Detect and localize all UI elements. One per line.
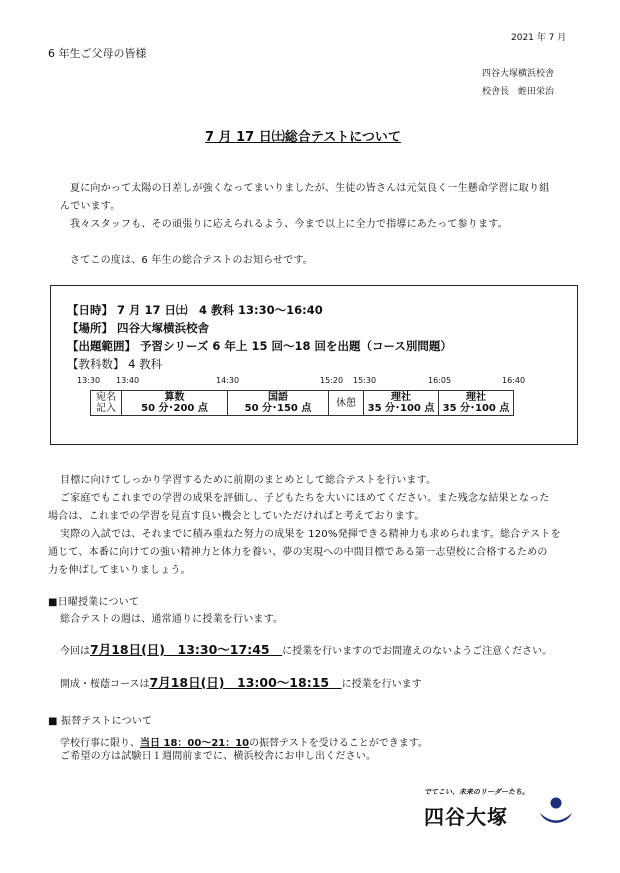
sunday-line-2: 今回は7月18日(日) 13:30～17:45 に授業を行いますのでお間違えのないようご注意ください。 xyxy=(60,642,553,657)
intro-line-3: 我々スタッフも、その頑張りに応えられるよう、今まで以上に全力で指導にあたって参ります。 xyxy=(70,219,508,230)
time-tick: 15:30 xyxy=(353,376,377,385)
time-tick: 15:20 xyxy=(320,376,344,385)
info-place: 【場所】 四谷大塚横浜校舎 xyxy=(67,321,210,335)
kaisei-ouin-date-time: 7月18日(日) 13:00～18:15 xyxy=(149,675,342,690)
makeup-line-1: 学校行事に限り、当日 18：00～21：10の振替テストを受けることができます。 xyxy=(60,738,428,749)
time-tick: 16:05 xyxy=(428,376,452,385)
sunday-line-1: 総合テストの週は、通常通りに授業を行います。 xyxy=(60,614,284,625)
intro-line-2: んでいます。 xyxy=(60,201,121,212)
info-range: 【出題範囲】 予習シリーズ 6 年上 15 回～18 回を出題（コース別問題） xyxy=(67,339,452,353)
sunday-date-time: 7月18日(日) 13:30～17:45 xyxy=(90,642,283,657)
schedule-cell-math: 算数 50 分･200 点 xyxy=(122,391,228,416)
time-tick: 13:30 xyxy=(77,376,101,385)
schedule-cell-science-social-2: 理社 35 分･100 点 xyxy=(439,391,514,416)
addressee: 6 年生ご父母の皆様 xyxy=(48,47,147,60)
time-tick: 14:30 xyxy=(216,376,240,385)
intro-line-1: 夏に向かって太陽の日差しが強くなってまいりましたが、生徒の皆さんは元気良く一生懸命学習に取り組 xyxy=(70,183,550,194)
yotsuya-logo-icon xyxy=(538,796,574,826)
test-info-box xyxy=(50,285,578,445)
info-subjects: 【教科数】 4 教科 xyxy=(67,357,163,371)
document-title: 7 月 17 日㈯総合テストについて xyxy=(205,130,401,145)
time-tick: 16:40 xyxy=(502,376,526,385)
logo-slogan: でてこい、未来のリーダーたち。 xyxy=(424,788,529,796)
makeup-heading: ■ 振替テストについて xyxy=(48,716,153,727)
time-tick: 13:40 xyxy=(116,376,140,385)
document-date: 2021 年 7 月 xyxy=(511,33,567,43)
body-line-1: 目標に向けてしっかり学習するために前期のまとめとして総合テストを行います。 xyxy=(60,475,437,486)
body-line-3: 場合は、これまでの学習を見直す良い機会としていただければと考えております。 xyxy=(48,511,425,522)
name-entry-cell: 宛名 記入 xyxy=(91,391,122,416)
body-line-6: 力を伸ばしてまいりましょう。 xyxy=(48,565,191,576)
sunday-heading: ■日曜授業について xyxy=(48,597,140,608)
schedule-cell-japanese: 国語 50 分･150 点 xyxy=(228,391,329,416)
intro-line-4: さてこの度は、6 年生の総合テストのお知らせです。 xyxy=(70,255,314,266)
info-datetime: 【日時】 7 月 17 日㈯ 4 教科 13:30～16:40 xyxy=(67,303,323,317)
sunday-line-3: 開成・桜蔭コースは7月18日(日) 13:00～18:15 に授業を行います xyxy=(60,675,422,690)
body-line-5: 通じて、本番に向けての強い精神力と体力を養い、夢の実現への中間目標である第一志望校に合格するための xyxy=(48,547,548,558)
makeup-time: 当日 18：00～21：10 xyxy=(140,738,250,749)
school-name: 四谷大塚横浜校舎 xyxy=(482,69,555,79)
body-line-2: ご家庭でもこれまでの学習の成果を評価し、子どもたちを大いにほめてください。また残念な結果となった xyxy=(60,493,550,504)
body-line-4: 実際の入試では、それまでに積み重ねた努力の成果を 120%発揮できる精神力も求められます。総合テストを xyxy=(60,529,561,540)
schedule-table xyxy=(90,390,514,416)
principal-name: 校舎長 蛭田栄治 xyxy=(482,87,555,97)
logo-name: 四谷大塚 xyxy=(424,805,508,829)
makeup-line-2: ご希望の方は試験日１週間前までに、横浜校舎にお申し出ください。 xyxy=(60,751,377,762)
schedule-cell-break: 休憩 xyxy=(329,391,364,416)
schedule-cell-science-social-1: 理社 35 分･100 点 xyxy=(364,391,439,416)
